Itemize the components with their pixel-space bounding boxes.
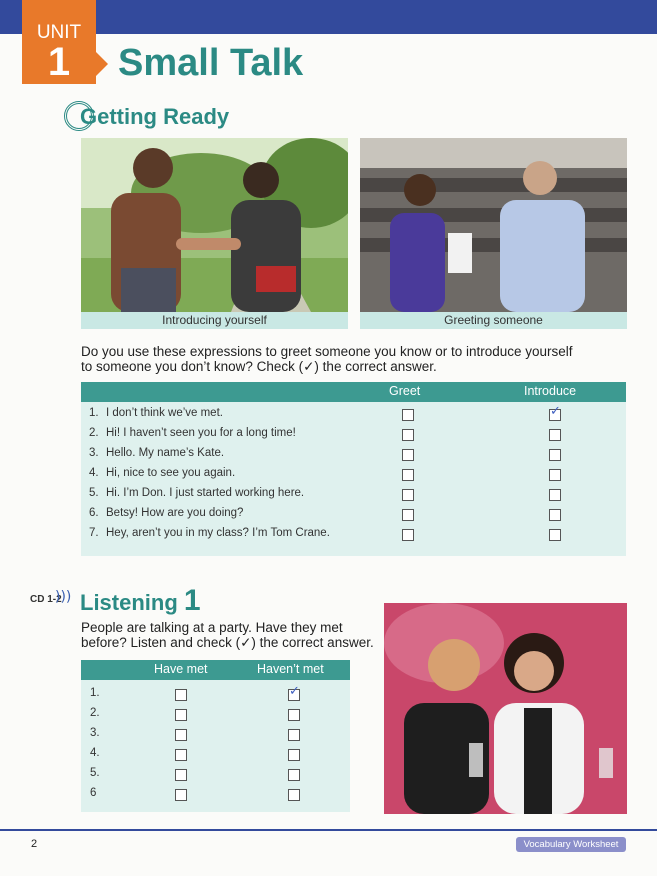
item-number: 1. [89,407,99,419]
have-met-checkbox[interactable] [175,709,187,721]
havent-met-checkbox[interactable] [288,789,300,801]
column-introduce: Introduce [524,384,577,398]
introduce-checkbox[interactable] [549,429,561,441]
item-expression: Hi! I haven’t seen you for a long time! [106,427,296,439]
listening-table-header [81,660,350,680]
greet-checkbox[interactable] [402,529,414,541]
greet-checkbox[interactable] [402,429,414,441]
item-number: 5. [90,767,100,779]
havent-met-checkbox[interactable] [288,709,300,721]
table-row [81,684,350,704]
item-number: 6. [89,507,99,519]
unit-number: 1 [47,40,71,84]
greet-checkbox[interactable] [402,409,414,421]
table-row [81,404,626,424]
unit-label: UNIT [36,22,82,43]
item-number: 2. [90,707,100,719]
audio-icon: ))) [55,589,72,605]
introduce-checkbox[interactable] [549,469,561,481]
item-expression: Hello. My name’s Kate. [106,447,225,459]
listening-instruction-line-1: People are talking at a party. Have they met [81,620,343,635]
listening-table [81,660,350,812]
table-row [81,784,350,804]
table-row [81,764,350,784]
listening-heading [80,584,201,618]
listening-heading-number: 1 [183,584,201,617]
item-number: 4. [90,747,100,759]
listening-instruction [81,620,374,650]
havent-met-checkbox[interactable] [288,729,300,741]
introduce-checkbox[interactable] [549,409,561,421]
have-met-checkbox[interactable] [175,729,187,741]
have-met-checkbox[interactable] [175,689,187,701]
column-have-met: Have met [154,662,208,676]
item-expression: I don’t think we’ve met. [106,407,223,419]
have-met-checkbox[interactable] [175,749,187,761]
table-row [81,524,626,544]
item-number: 7. [89,527,99,539]
table-row [81,704,350,724]
listening-heading-text: Listening [80,590,178,615]
instruction-line-1: Do you use these expressions to greet someone you know or to introduce yourself [81,344,573,359]
have-met-checkbox[interactable] [175,769,187,781]
vocabulary-worksheet-badge: Vocabulary Worksheet [516,837,626,852]
item-number: 6 [90,787,97,799]
table-row [81,724,350,744]
item-number: 2. [89,427,99,439]
item-number: 5. [89,487,99,499]
getting-ready-heading: Getting Ready [80,104,230,129]
item-number: 3. [89,447,99,459]
item-expression: Betsy! How are you doing? [106,507,244,519]
instruction-line-2: to someone you don’t know? Check (✓) the correct answer. [81,359,437,374]
table-row [81,444,626,464]
footer-line [0,829,657,831]
table-row [81,744,350,764]
table-row [81,424,626,444]
cd-track-label: CD 1-2 [30,594,62,605]
havent-met-checkbox[interactable] [288,689,300,701]
item-number: 3. [90,727,100,739]
havent-met-checkbox[interactable] [288,769,300,781]
photo-greeting [360,138,627,312]
top-color-bar [0,0,657,34]
column-greet: Greet [389,384,421,398]
item-number: 4. [89,467,99,479]
greet-checkbox[interactable] [402,509,414,521]
greet-checkbox[interactable] [402,489,414,501]
item-expression: Hi, nice to see you again. [106,467,236,479]
unit-tab [22,0,96,84]
introduce-checkbox[interactable] [549,529,561,541]
table-row [81,484,626,504]
item-number: 1. [90,687,100,699]
table-row [81,464,626,484]
havent-met-checkbox[interactable] [288,749,300,761]
table-row [81,504,626,524]
unit-arrow-icon [96,52,108,76]
getting-ready-table [81,382,626,556]
introduce-checkbox[interactable] [549,489,561,501]
photo-caption-greeting: Greeting someone [360,312,627,329]
photo-caption-introducing: Introducing yourself [81,312,348,329]
page-number: 2 [31,838,38,850]
greet-checkbox[interactable] [402,449,414,461]
getting-ready-instruction [81,344,573,374]
introduce-checkbox[interactable] [549,449,561,461]
column-havent-met: Haven’t met [257,662,324,676]
introduce-checkbox[interactable] [549,509,561,521]
page-title: Small Talk [118,42,304,84]
greet-checkbox[interactable] [402,469,414,481]
photo-introducing [81,138,348,312]
table-header [81,382,626,402]
have-met-checkbox[interactable] [175,789,187,801]
listening-instruction-line-2: before? Listen and check (✓) the correct answer. [81,635,374,650]
photo-party [384,603,627,814]
item-expression: Hi. I’m Don. I just started working here. [106,487,305,499]
item-expression: Hey, aren’t you in my class? I’m Tom Crane. [106,527,330,539]
